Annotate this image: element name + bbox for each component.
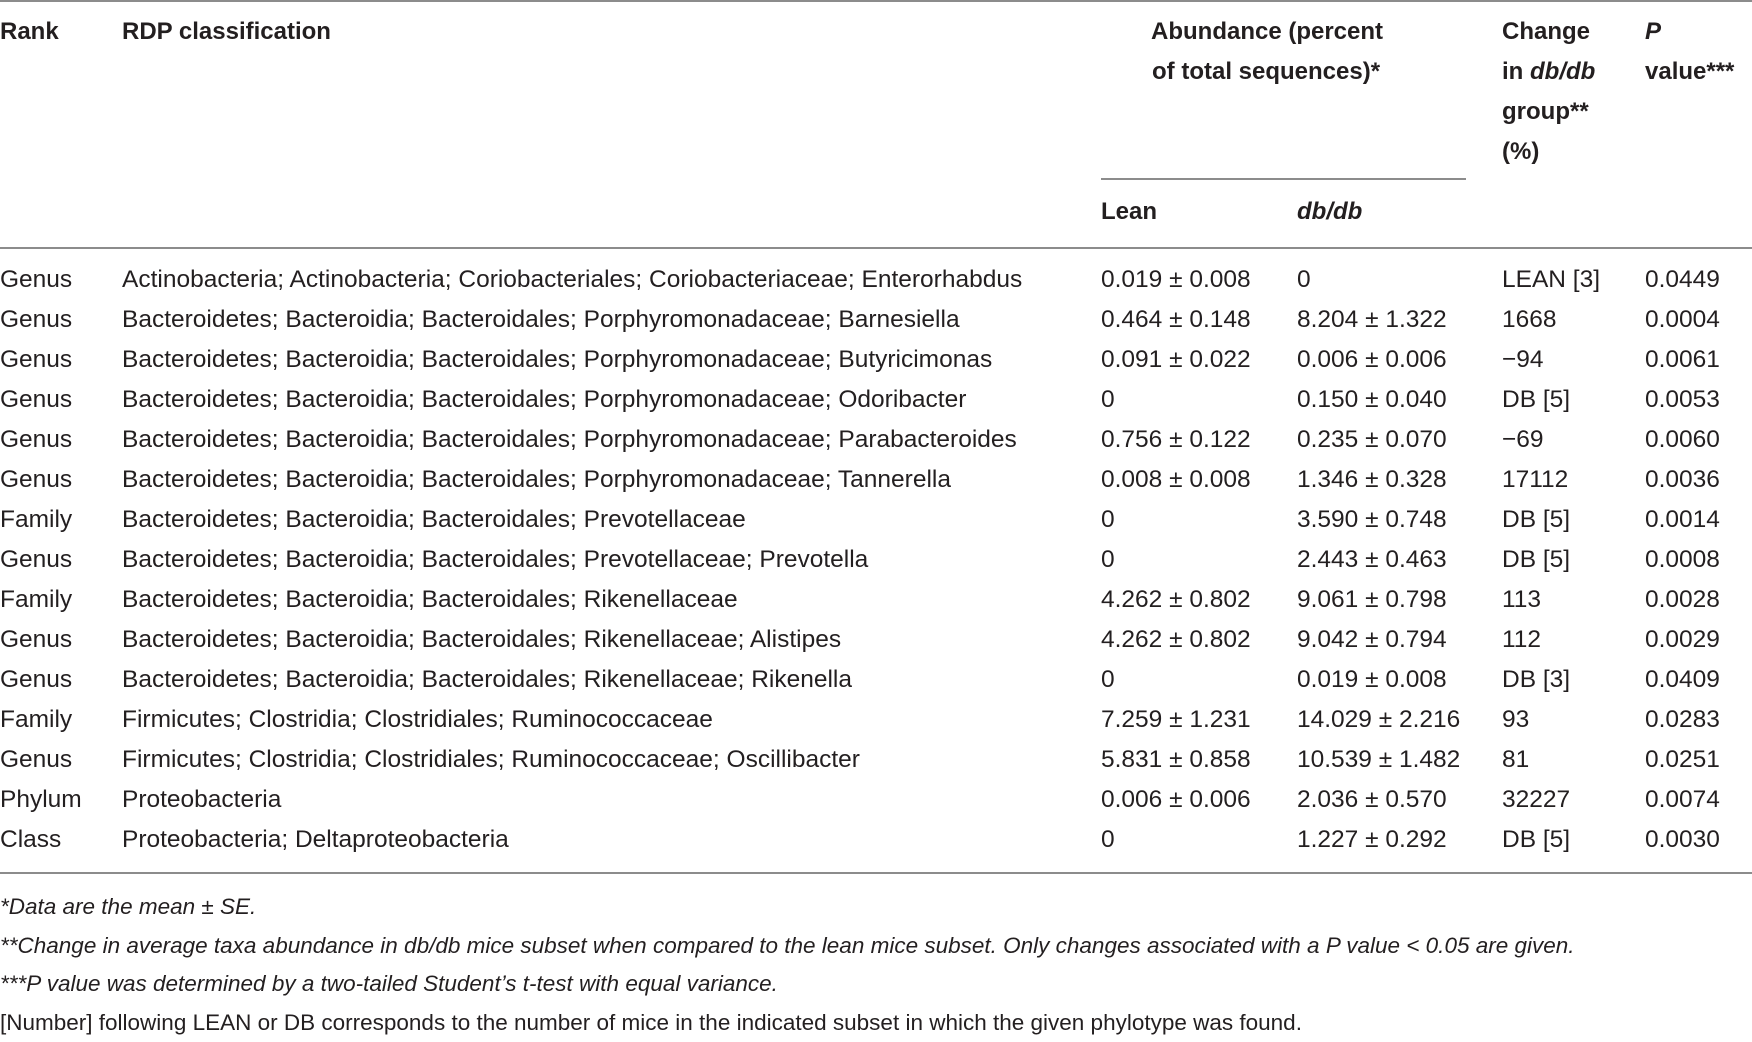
cell-rdp: Bacteroidetes; Bacteroidia; Bacteroidales; Prevotellaceae; Prevotella — [122, 540, 868, 580]
cell-p-value: 0.0449 — [1645, 260, 1720, 300]
cell-db: 1.346 ± 0.328 — [1297, 460, 1447, 500]
header-rdp-classification: RDP classification — [122, 12, 331, 52]
cell-rdp: Proteobacteria; Deltaproteobacteria — [122, 820, 509, 860]
cell-p-value: 0.0004 — [1645, 300, 1720, 340]
cell-change: 32227 — [1502, 780, 1570, 820]
header-abundance-line1: Abundance (percent — [1151, 12, 1383, 52]
cell-change: DB [5] — [1502, 540, 1570, 580]
cell-db: 10.539 ± 1.482 — [1297, 740, 1460, 780]
cell-lean: 0 — [1101, 820, 1115, 860]
cell-db: 0.235 ± 0.070 — [1297, 420, 1447, 460]
cell-rank: Family — [0, 500, 72, 540]
header-rule — [0, 247, 1752, 249]
cell-rdp: Bacteroidetes; Bacteroidia; Bacteroidales; Rikenellaceae — [122, 580, 738, 620]
cell-p-value: 0.0053 — [1645, 380, 1720, 420]
cell-db: 2.443 ± 0.463 — [1297, 540, 1447, 580]
cell-db: 0.150 ± 0.040 — [1297, 380, 1447, 420]
cell-db: 0.019 ± 0.008 — [1297, 660, 1447, 700]
table-row — [0, 740, 1752, 780]
header-change-db-db: db/db — [1530, 58, 1595, 85]
cell-p-value: 0.0014 — [1645, 500, 1720, 540]
cell-lean: 0.008 ± 0.008 — [1101, 460, 1251, 500]
header-db-db: db/db — [1297, 192, 1362, 232]
header-abundance-line2: of total sequences)* — [1152, 52, 1380, 92]
cell-p-value: 0.0074 — [1645, 780, 1720, 820]
cell-rank: Family — [0, 580, 72, 620]
cell-change: DB [5] — [1502, 380, 1570, 420]
table-row — [0, 580, 1752, 620]
cell-change: −94 — [1502, 340, 1544, 380]
cell-rdp: Bacteroidetes; Bacteroidia; Bacteroidales; Porphyromonadaceae; Butyricimonas — [122, 340, 992, 380]
cell-rank: Genus — [0, 460, 72, 500]
cell-change: LEAN [3] — [1502, 260, 1600, 300]
cell-lean: 4.262 ± 0.802 — [1101, 620, 1251, 660]
cell-rdp: Bacteroidetes; Bacteroidia; Bacteroidales; Prevotellaceae — [122, 500, 746, 540]
cell-change: 113 — [1502, 580, 1541, 620]
table-row — [0, 660, 1752, 700]
cell-lean: 0.091 ± 0.022 — [1101, 340, 1251, 380]
header-lean: Lean — [1101, 192, 1157, 232]
top-rule — [0, 0, 1752, 2]
cell-lean: 0.019 ± 0.008 — [1101, 260, 1251, 300]
cell-rank: Genus — [0, 740, 72, 780]
cell-change: 1668 — [1502, 300, 1557, 340]
cell-lean: 0.756 ± 0.122 — [1101, 420, 1251, 460]
footnote-change: **Change in average taxa abundance in db/db mice subset when compared to the lean mice subset. Only changes associated with a P value < 0.05 are given. — [0, 927, 1752, 966]
cell-p-value: 0.0029 — [1645, 620, 1720, 660]
cell-lean: 0.464 ± 0.148 — [1101, 300, 1251, 340]
table-row — [0, 300, 1752, 340]
table-row — [0, 540, 1752, 580]
cell-db: 0.006 ± 0.006 — [1297, 340, 1447, 380]
cell-rdp: Bacteroidetes; Bacteroidia; Bacteroidales; Porphyromonadaceae; Parabacteroides — [122, 420, 1017, 460]
cell-rank: Family — [0, 700, 72, 740]
cell-lean: 0 — [1101, 660, 1115, 700]
header-change-line4: (%) — [1502, 132, 1539, 172]
footnote-mean-se: *Data are the mean ± SE. — [0, 888, 1752, 927]
header-change-line3: group** — [1502, 92, 1589, 132]
cell-change: 81 — [1502, 740, 1529, 780]
cell-db: 1.227 ± 0.292 — [1297, 820, 1447, 860]
table-row — [0, 260, 1752, 300]
cell-p-value: 0.0028 — [1645, 580, 1720, 620]
cell-rank: Genus — [0, 260, 72, 300]
cell-rdp: Bacteroidetes; Bacteroidia; Bacteroidales; Porphyromonadaceae; Tannerella — [122, 460, 951, 500]
table-row — [0, 780, 1752, 820]
cell-db: 8.204 ± 1.322 — [1297, 300, 1447, 340]
cell-db: 9.042 ± 0.794 — [1297, 620, 1447, 660]
header-change-line1: Change — [1502, 12, 1590, 52]
cell-rank: Genus — [0, 300, 72, 340]
table-row — [0, 340, 1752, 380]
table-row — [0, 420, 1752, 460]
footnote-p-value: ***P value was determined by a two-tailed Student’s t-test with equal variance. — [0, 965, 1752, 1004]
table-row — [0, 380, 1752, 420]
cell-p-value: 0.0251 — [1645, 740, 1720, 780]
cell-rank: Genus — [0, 620, 72, 660]
cell-db: 14.029 ± 2.216 — [1297, 700, 1460, 740]
cell-rank: Phylum — [0, 780, 82, 820]
cell-rank: Genus — [0, 380, 72, 420]
cell-p-value: 0.0008 — [1645, 540, 1720, 580]
bottom-rule — [0, 872, 1752, 874]
footnote-number: [Number] following LEAN or DB corresponds to the number of mice in the indicated subset in which the given phylotype was found. — [0, 1004, 1752, 1042]
cell-rdp: Bacteroidetes; Bacteroidia; Bacteroidales; Porphyromonadaceae; Odoribacter — [122, 380, 966, 420]
header-change-in: in — [1502, 58, 1530, 85]
cell-rdp: Bacteroidetes; Bacteroidia; Bacteroidales; Porphyromonadaceae; Barnesiella — [122, 300, 960, 340]
header-p-line1: P — [1645, 12, 1661, 52]
cell-rdp: Proteobacteria — [122, 780, 281, 820]
cell-change: DB [3] — [1502, 660, 1570, 700]
cell-rank: Genus — [0, 540, 72, 580]
cell-change: 17112 — [1502, 460, 1568, 500]
cell-lean: 0.006 ± 0.006 — [1101, 780, 1251, 820]
abundance-subrule — [1101, 178, 1466, 180]
cell-db: 3.590 ± 0.748 — [1297, 500, 1447, 540]
cell-rdp: Actinobacteria; Actinobacteria; Coriobacteriales; Coriobacteriaceae; Enterorhabdus — [122, 260, 1022, 300]
table-row — [0, 820, 1752, 860]
cell-lean: 7.259 ± 1.231 — [1101, 700, 1251, 740]
cell-p-value: 0.0036 — [1645, 460, 1720, 500]
cell-p-value: 0.0030 — [1645, 820, 1720, 860]
cell-lean: 4.262 ± 0.802 — [1101, 580, 1251, 620]
header-rank: Rank — [0, 12, 59, 52]
table-row — [0, 460, 1752, 500]
cell-p-value: 0.0061 — [1645, 340, 1720, 380]
header-change-line2 — [1502, 52, 1595, 92]
cell-rdp: Firmicutes; Clostridia; Clostridiales; Ruminococcaceae — [122, 700, 713, 740]
cell-lean: 5.831 ± 0.858 — [1101, 740, 1251, 780]
cell-change: −69 — [1502, 420, 1544, 460]
table-row — [0, 500, 1752, 540]
cell-p-value: 0.0060 — [1645, 420, 1720, 460]
cell-lean: 0 — [1101, 380, 1115, 420]
cell-db: 2.036 ± 0.570 — [1297, 780, 1447, 820]
cell-p-value: 0.0283 — [1645, 700, 1720, 740]
cell-lean: 0 — [1101, 500, 1115, 540]
table-footnotes — [0, 888, 1752, 1042]
header-p-line2: value*** — [1645, 52, 1734, 92]
cell-rdp: Bacteroidetes; Bacteroidia; Bacteroidales; Rikenellaceae; Alistipes — [122, 620, 841, 660]
table-row — [0, 700, 1752, 740]
table-row — [0, 620, 1752, 660]
cell-rank: Genus — [0, 340, 72, 380]
cell-db: 0 — [1297, 260, 1311, 300]
cell-rank: Genus — [0, 420, 72, 460]
cell-change: DB [5] — [1502, 820, 1570, 860]
cell-rdp: Bacteroidetes; Bacteroidia; Bacteroidales; Rikenellaceae; Rikenella — [122, 660, 852, 700]
cell-p-value: 0.0409 — [1645, 660, 1720, 700]
cell-rdp: Firmicutes; Clostridia; Clostridiales; Ruminococcaceae; Oscillibacter — [122, 740, 860, 780]
cell-change: DB [5] — [1502, 500, 1570, 540]
cell-change: 112 — [1502, 620, 1541, 660]
cell-rank: Genus — [0, 660, 72, 700]
cell-lean: 0 — [1101, 540, 1115, 580]
cell-rank: Class — [0, 820, 61, 860]
cell-db: 9.061 ± 0.798 — [1297, 580, 1447, 620]
cell-change: 93 — [1502, 700, 1529, 740]
